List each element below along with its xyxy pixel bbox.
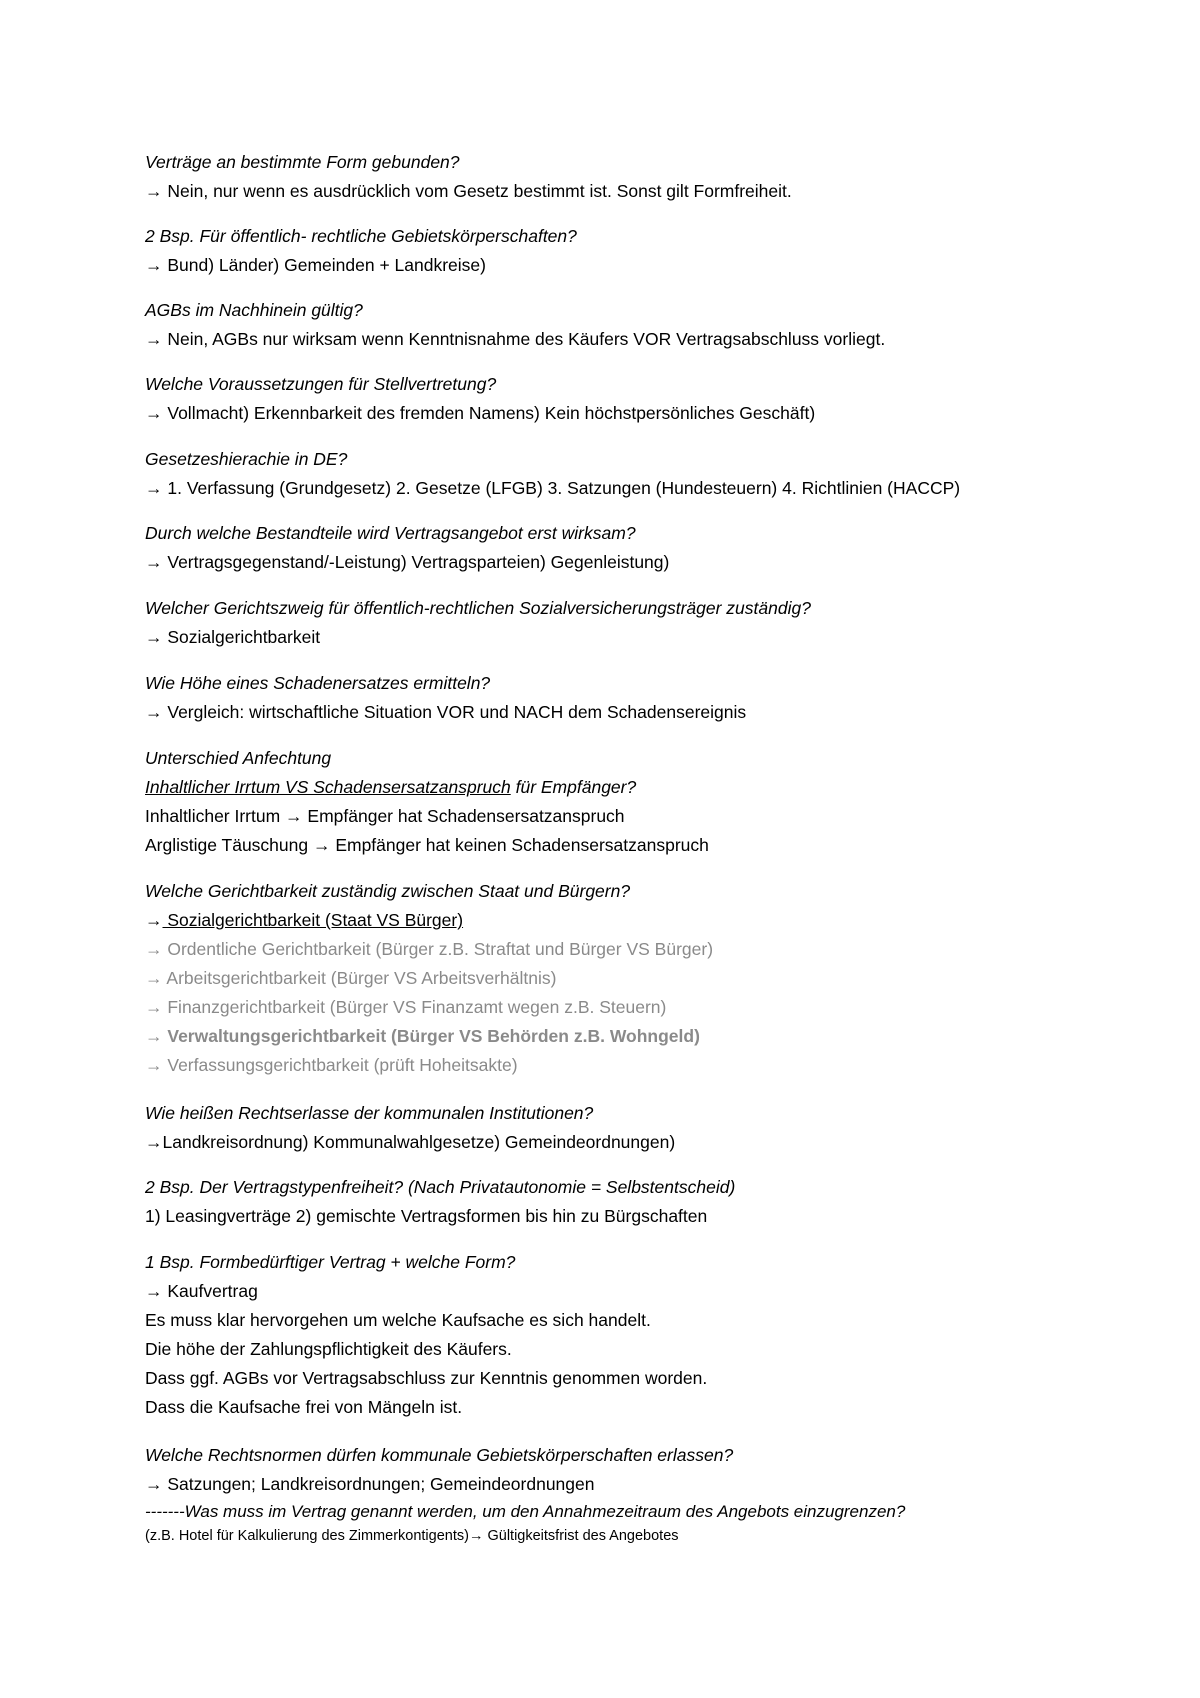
answer: → Vollmacht) Erkennbarkeit des fremden Namens) Kein höchstpersönliches Geschäft)	[145, 403, 816, 423]
list-item: → Finanzgerichtbarkeit (Bürger VS Finanzamt wegen z.B. Steuern)	[145, 997, 667, 1017]
list-item: → Verwaltungsgerichtbarkeit (Bürger VS Behörden z.B. Wohngeld)	[145, 1026, 700, 1046]
qa-block-5	[145, 445, 1155, 503]
answer-main-text: Sozialgerichtbarkeit (Staat VS Bürger)	[162, 910, 464, 930]
answer: → 1. Verfassung (Grundgesetz) 2. Gesetze (LFGB) 3. Satzungen (Hundesteuern) 4. Richtlinien (HACCP)	[145, 478, 961, 498]
question: Wie Höhe eines Schadenersatzes ermitteln?	[145, 673, 491, 693]
qa-block-1	[145, 148, 1155, 206]
annahme-block	[145, 1499, 1155, 1547]
answer: Die höhe der Zahlungspflichtigkeit des Käufers.	[145, 1339, 512, 1359]
answer: →Landkreisordnung) Kommunalwahlgesetze) Gemeindeordnungen)	[145, 1132, 676, 1152]
question: 1 Bsp. Formbedürftiger Vertrag + welche Form?	[145, 1252, 516, 1272]
answer: Inhaltlicher Irrtum → Empfänger hat Schadensersatzanspruch	[145, 806, 625, 826]
qa-block-4	[145, 370, 1155, 428]
question-underlined: Inhaltlicher Irrtum VS Schadensersatzanspruch	[145, 777, 511, 797]
answer: → Vertragsgegenstand/-Leistung) Vertragsparteien) Gegenleistung)	[145, 552, 670, 572]
answer: 1) Leasingverträge 2) gemischte Vertragsformen bis hin zu Bürgschaften	[145, 1206, 708, 1226]
rechtsnormen-block	[145, 1441, 1155, 1499]
question: Welche Rechtsnormen dürfen kommunale Gebietskörperschaften erlassen?	[145, 1445, 734, 1465]
question	[145, 773, 1155, 802]
question: Durch welche Bestandteile wird Vertragsangebot erst wirksam?	[145, 523, 636, 543]
question: 2 Bsp. Der Vertragstypenfreiheit? (Nach Privatautonomie = Selbstentscheid)	[145, 1177, 736, 1197]
arrow-icon: →	[145, 910, 163, 930]
formbed-block	[145, 1248, 1155, 1422]
answer: (z.B. Hotel für Kalkulierung des Zimmerkontigents)→ Gültigkeitsfrist des Angebotes	[145, 1528, 679, 1544]
question: 2 Bsp. Für öffentlich- rechtliche Gebietskörperschaften?	[145, 226, 577, 246]
answer: → Kaufvertrag	[145, 1281, 258, 1301]
gericht-block	[145, 877, 1155, 1080]
question: Welche Voraussetzungen für Stellvertretung?	[145, 374, 497, 394]
answer: → Bund) Länder) Gemeinden + Landkreise)	[145, 255, 486, 275]
qa-block-7	[145, 594, 1155, 652]
qa-block-6	[145, 519, 1155, 577]
question: -------Was muss im Vertrag genannt werden, um den Annahmezeitraum des Angebots einzugrenzen?	[145, 1502, 906, 1521]
vertragstyp-block	[145, 1173, 1155, 1231]
answer-main	[145, 906, 1155, 935]
answer: → Satzungen; Landkreisordnungen; Gemeindeordnungen	[145, 1474, 595, 1494]
qa-block-3	[145, 296, 1155, 354]
question: Wie heißen Rechtserlasse der kommunalen Institutionen?	[145, 1103, 594, 1123]
qa-block-8	[145, 669, 1155, 727]
anfechtung-block	[145, 744, 1155, 860]
answer: → Nein, nur wenn es ausdrücklich vom Gesetz bestimmt ist. Sonst gilt Formfreiheit.	[145, 181, 792, 201]
question: Gesetzeshierachie in DE?	[145, 449, 348, 469]
question-title: Unterschied Anfechtung	[145, 748, 332, 768]
question: Welche Gerichtbarkeit zuständig zwischen Staat und Bürgern?	[145, 881, 631, 901]
question: Welcher Gerichtszweig für öffentlich-rechtlichen Sozialversicherungsträger zuständig?	[145, 598, 811, 618]
answer: Arglistige Täuschung → Empfänger hat keinen Schadensersatzanspruch	[145, 835, 709, 855]
answer: → Sozialgerichtbarkeit	[145, 627, 321, 647]
qa-block-2	[145, 222, 1155, 280]
question: Verträge an bestimmte Form gebunden?	[145, 152, 460, 172]
list-item: → Ordentliche Gerichtbarkeit (Bürger z.B. Straftat und Bürger VS Bürger)	[145, 939, 714, 959]
question: AGBs im Nachhinein gültig?	[145, 300, 363, 320]
answer: → Vergleich: wirtschaftliche Situation VOR und NACH dem Schadensereignis	[145, 702, 747, 722]
list-item: → Arbeitsgerichtbarkeit (Bürger VS Arbeitsverhältnis)	[145, 968, 557, 988]
answer: → Nein, AGBs nur wirksam wenn Kenntnisnahme des Käufers VOR Vertragsabschluss vorliegt.	[145, 329, 886, 349]
answer: Es muss klar hervorgehen um welche Kaufsache es sich handelt.	[145, 1310, 651, 1330]
answer: Dass ggf. AGBs vor Vertragsabschluss zur Kenntnis genommen worden.	[145, 1368, 708, 1388]
list-item: → Verfassungsgerichtbarkeit (prüft Hoheitsakte)	[145, 1055, 518, 1075]
question-rest: für Empfänger?	[510, 777, 637, 797]
kommunal-block	[145, 1099, 1155, 1157]
answer: Dass die Kaufsache frei von Mängeln ist.	[145, 1397, 463, 1417]
